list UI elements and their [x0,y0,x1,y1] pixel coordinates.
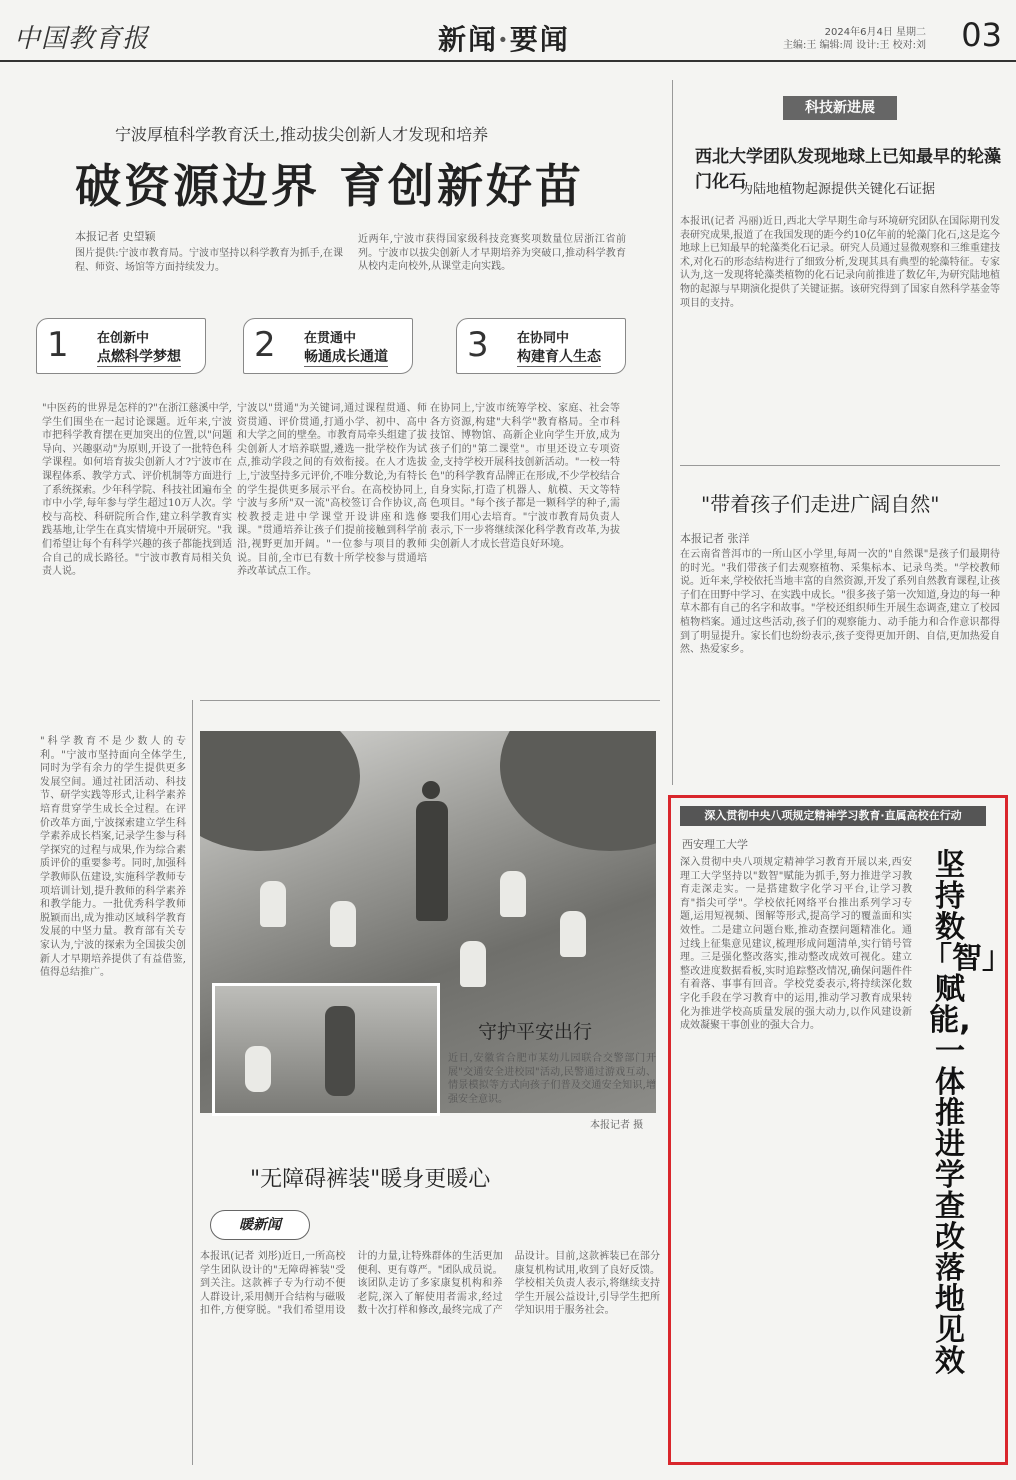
section-divider [200,700,660,701]
photo-figure [416,801,448,921]
section-separator: · [498,23,510,56]
highlight-body: 深入贯彻中央八项规定精神学习教育开展以来,西安理工大学坚持以"数智"赋能为抓手,努力推进学习教育走深走实。一是搭建数字化学习平台,让学习教育"指尖可学"。学校依托网络平台推出系列学习专题,运用短视频、图解等形式,提高学习的覆盖面和实效性。二是建立问题台账,推动查摆问题精准化。通过线上征集意见建议,梳理形成问题清单,实行销号管理。三是强化整改落实,推动整改成效可视化。建立整改进度数据看板,实时追踪整改情况,确保问题件件有着落、事事有回音。学校党委表示,将持续深化数字化手段在学习教育中的运用,推动学习教育成果转化为推进学校高质量发展的强大动力,以作风建设新成效凝聚干事创业的强大合力。 [680,857,912,1032]
lead-intro-2: 近两年,宁波市获得国家级科技竞赛奖项数量位居浙江省前列。宁波市以拔尖创新人才早期培养为突破口,推动科学教育从校内走向校外,从课堂走向实践。 [358,234,626,273]
science-subtitle: 为陆地植物起源提供关键化石证据 [740,182,936,197]
subheading-card [243,318,413,374]
lead-byline: 本报记者 史望颖 [75,230,156,243]
subheading-card [36,318,206,374]
subheading-line2: 点燃科学梦想 [97,346,181,367]
photo-child [460,941,486,987]
photo-child [260,881,286,927]
highlight-title: 坚持数「智」赋能,一体推进学查改落地见效 [922,848,1012,1379]
subheading-number: 2 [254,325,276,365]
section-title [438,18,570,58]
masthead-meta [783,26,926,52]
subheading-number: 3 [467,325,489,365]
photo-child [560,911,586,957]
photo-child [245,1046,271,1092]
photo-figure [325,1006,355,1096]
lead-subtitle: 宁波厚植科学教育沃土,推动拔尖创新人才发现和培养 [115,125,489,144]
subheading-line1: 在协同中 [517,331,570,346]
lead-column-continued: "科学教育不是少数人的专利。"宁波市坚持面向全体学生,同时为学有余力的学生提供更多发展空间。通过社团活动、科技节、研学实践等形式,让科学素养培育贯穿学生成长全过程。在评价改革方面,宁波探索建立学生科学素养成长档案,记录学生参与科学探究的过程与成果,作为综合素质评价的重要参考。同时,加强科学教师队伍建设,实施科学教师专项培训计划,提升教师的科学素养和教学能力。一批优秀科学教师脱颖而出,成为推动区域科学教育发展的中坚力量。教育部有关专家认为,宁波的探索为全国拔尖创新人才早期培养提供了有益借鉴,值得总结推广。 [40,736,186,979]
masthead [0,0,1016,62]
subheading-line1: 在创新中 [97,331,150,346]
lead-title: 破资源边界 育创新好苗 [75,159,585,213]
lead-column-2: 宁波以"贯通"为关键词,通过课程贯通、师资贯通、评价贯通,打通小学、初中、高中和大学之间的壁垒。市教育局牵头组建了拔尖创新人才培养联盟,遴选一批学校作为试点,推动学段之间的有效衔接。在人才选拔上,宁波坚持多元评价,不唯分数论,为有特长的学生提供更多展示平台。在高校协同上,宁波与多所"双一流"高校签订合作协议,高校教授走进中学课堂开设讲座和选修课。"贯通培养让孩子们提前接触到科学前沿,视野更加开阔。"一位参与项目的教师说。目前,全市已有数十所学校参与贯通培养改革试点工作。 [237,403,427,578]
editor-line: 主编:王 编辑:周 设计:王 校对:刘 [782,40,926,51]
lead-intro: 图片提供:宁波市教育局。宁波市坚持以科学教育为抓手,在课程、师资、场馆等方面持续发力。 [75,248,343,273]
inset-photo [212,983,440,1116]
science-body: 本报讯(记者 冯丽)近日,西北大学早期生命与环境研究团队在国际期刊发表研究成果,报道了在我国发现的距今约10亿年前的轮藻门化石,这是迄今地球上已知最早的轮藻类化石记录。研究人员通过显微观察和三维重建技术,对化石的形态结构进行了细致分析,发现其具有典型的轮藻特征。专家认为,这一发现将轮藻类植物的化石记录向前推进了数亿年,为研究陆地植物的起源与早期演化提供了关键证据。该研究得到了国家自然科学基金等项目的支持。 [680,216,1000,309]
section-divider [680,465,1000,466]
science-tag: 科技新进展 [783,96,897,120]
photo-credit: 本报记者 摄 [590,1120,644,1131]
photo-foliage [200,731,360,851]
page-number: 03 [961,16,1002,54]
subheading-card [456,318,626,374]
warm-news-badge: 暖新闻 [210,1210,310,1240]
photo-foliage [500,731,656,851]
barrier-body: 本报讯(记者 刘彤)近日,一所高校学生团队设计的"无障碍裤装"受到关注。这款裤子专为行动不便人群设计,采用侧开合结构与磁吸扣件,方便穿脱。"我们希望用设计的力量,让特殊群体的生活更加便利、更有尊严。"团队成员说。该团队走访了多家康复机构和养老院,深入了解使用者需求,经过数十次打样和修改,最终完成了产品设计。目前,这款裤装已在部分康复机构试用,收到了良好反馈。学校相关负责人表示,将继续支持学生开展公益设计,引导学生把所学知识用于服务社会。 [200,1251,660,1317]
subheading-number: 1 [47,325,69,365]
lead-column-1: "中医药的世界是怎样的?"在浙江慈溪中学,学生们围坐在一起讨论课题。近年来,宁波市把科学教育摆在更加突出的位置,以"问题导向、兴趣驱动"为原则,开设了一批特色科学课程。如何培育拔尖创新人才?宁波市在课程体系、教学方式、评价机制等方面进行了系统探索。少年科学院、科技社团遍布全市中小学,每年参与学生超过10万人次。学校与高校、科研院所合作,建立科学教育实践基地,让学生在真实情境中开展研究。"我们希望让每个有科学兴趣的孩子都能找到适合自己的成长路径。"宁波市教育局相关负责人说。 [42,403,232,578]
photo-caption-title: 守护平安出行 [478,1021,593,1043]
subheading-line2: 畅通成长通道 [304,346,388,367]
section-name: 新闻 [438,23,499,56]
barrier-title: "无障碍裤装"暖身更暖心 [250,1167,491,1192]
science-title: 西北大学团队发现地球上已知最早的轮藻门化石 [695,147,1001,192]
newspaper-logo: 中国教育报 [14,24,150,54]
photo-figure-head [422,781,440,799]
photo-caption: 近日,安徽省合肥市某幼儿园联合交警部门开展"交通安全进校园"活动,民警通过游戏互动、情景模拟等方式向孩子们普及交通安全知识,增强安全意识。 [448,1053,656,1105]
date-line: 2024年6月4日 星期二 [824,27,926,38]
subheading-line1: 在贯通中 [304,331,357,346]
photo-child [500,871,526,917]
nature-title: "带着孩子们走进广阔自然" [701,492,940,516]
highlight-kicker: 深入贯彻中央八项规定精神学习教育·直属高校在行动 [680,806,986,826]
lead-column-3: 在协同上,宁波市统筹学校、家庭、社会等各方资源,构建"大科学"教育格局。全市科技馆、博物馆、高新企业向学生开放,成为孩子们的"第二课堂"。市里还设立专项资金,支持学校开展科技创新活动。"一校一特色"的科学教育品牌正在形成,不少学校结合自身实际,打造了机器人、航模、天文等特色项目。"每个孩子都是一颗科学的种子,需要我们用心去培育。"宁波市教育局负责人表示,下一步将继续深化科学教育改革,为拔尖创新人才成长营造良好环境。 [430,403,620,550]
subheading-line2: 构建育人生态 [517,346,601,367]
column-divider [672,80,673,785]
photo-child [330,901,356,947]
highlight-byline: 西安理工大学 [682,838,748,851]
nature-body: 在云南省普洱市的一所山区小学里,每周一次的"自然课"是孩子们最期待的时光。"我们带孩子们去观察植物、采集标本、记录鸟类。"学校教师说。近年来,学校依托当地丰富的自然资源,开发了系列自然教育课程,让孩子们在田野中学习、在实践中成长。"很多孩子第一次知道,身边的每一种草木都有自己的名字和故事。"学校还组织师生开展生态调查,建立了校园植物档案。通过这些活动,孩子们的观察能力、动手能力和合作意识都得到了明显提升。家长们也纷纷表示,孩子变得更加开朗、自信,更加热爱自然、热爱家乡。 [680,549,1000,656]
nature-byline: 本报记者 张洋 [680,532,750,545]
column-divider [192,700,193,1465]
subsection-name: 要闻 [509,23,570,56]
